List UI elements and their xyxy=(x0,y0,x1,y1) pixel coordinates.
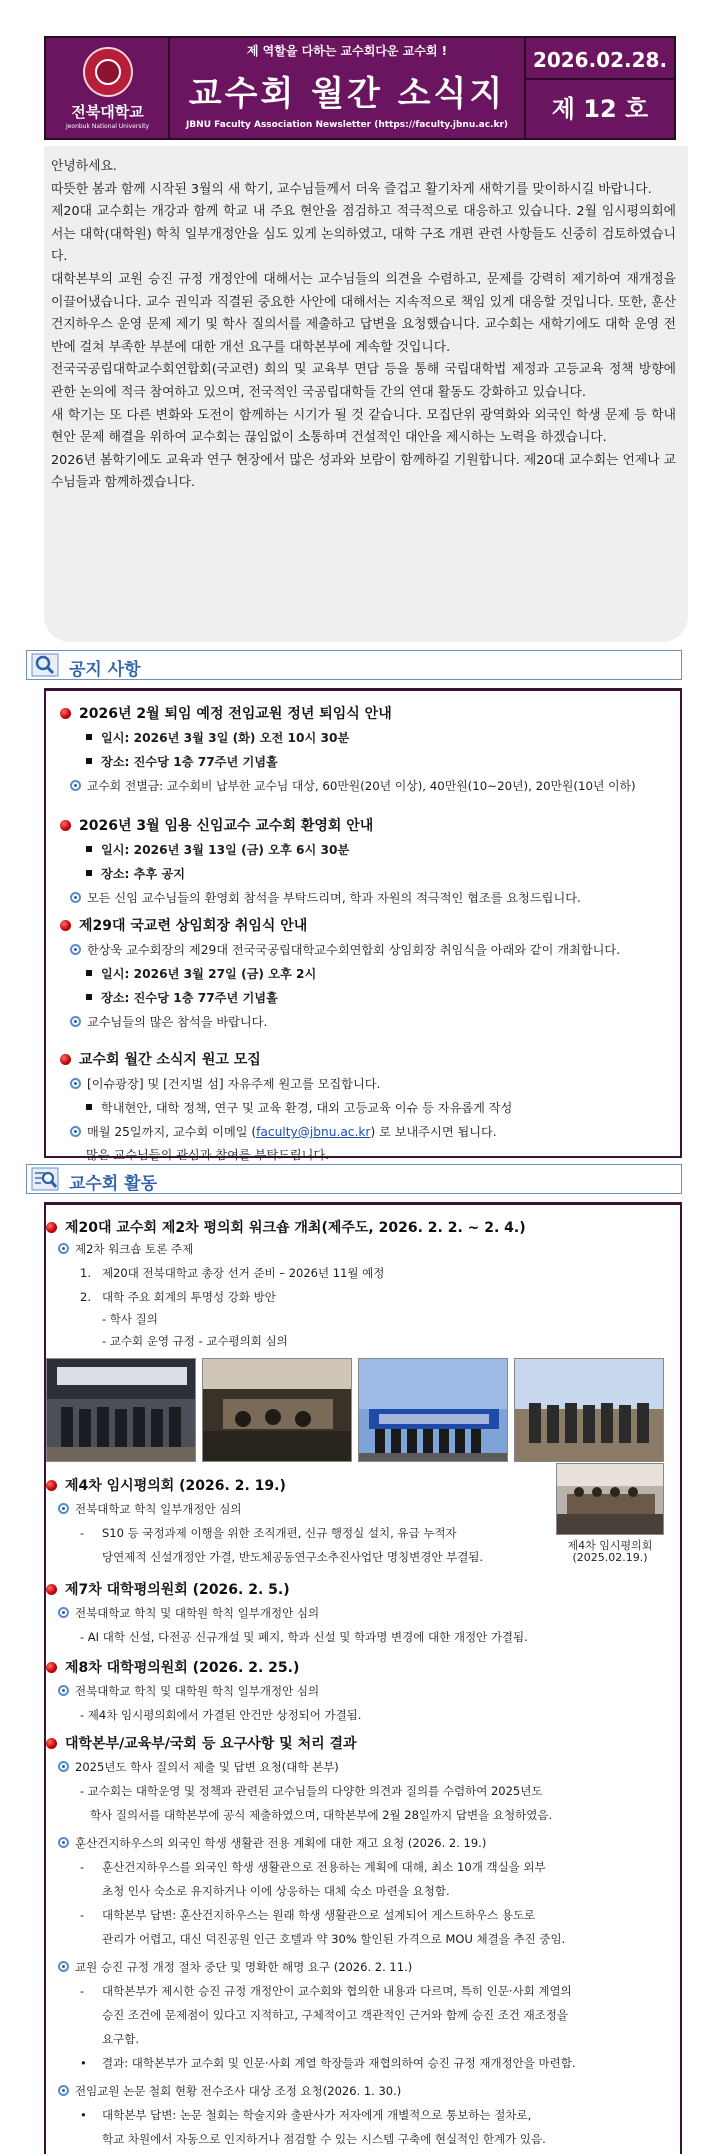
greeting-paragraph: 따뜻한 봄과 함께 시작된 3월의 새 학기, 교수님들께서 더욱 즐겁고 활기차게 새학기를 맞이하시길 바랍니다. xyxy=(51,181,652,197)
square-bullet-icon xyxy=(86,1104,92,1110)
blue-bullet-icon xyxy=(58,1243,69,1254)
workshop-photo xyxy=(202,1358,352,1462)
activity-subtitle: 전임교원 논문 철회 현황 전수조사 대상 조정 요청(2026. 1. 30.) xyxy=(58,2083,401,2099)
red-bullet-icon xyxy=(46,1738,57,1749)
notice-place: 장소: 추후 공지 xyxy=(86,865,185,882)
red-bullet-icon xyxy=(46,1584,57,1595)
blue-bullet-icon xyxy=(58,1837,69,1848)
activity-item: - AI 대학 신설, 다전공 신규개설 및 폐지, 학과 신설 및 학과명 변경에 대한 개정안 가결됨. xyxy=(80,1630,528,1644)
activities-box xyxy=(44,1202,682,2154)
activity-title: 제7차 대학평의원회 (2026. 2. 5.) xyxy=(46,1579,290,1599)
notice-title: 2026년 3월 임용 신임교수 교수회 환영회 안내 xyxy=(60,815,373,835)
activity-title: 대학본부/교육부/국회 등 요구사항 및 처리 결과 xyxy=(46,1733,357,1753)
blue-bullet-icon xyxy=(58,1685,69,1696)
workshop-photo xyxy=(514,1358,664,1462)
square-bullet-icon xyxy=(86,870,92,876)
red-bullet-icon xyxy=(46,1222,57,1233)
red-bullet-icon xyxy=(60,820,71,831)
workshop-photo xyxy=(358,1358,508,1462)
square-bullet-icon xyxy=(86,970,92,976)
red-bullet-icon xyxy=(46,1480,57,1491)
slogan: 제 역할을 다하는 교수회다운 교수회 ! xyxy=(246,44,448,58)
red-bullet-icon xyxy=(60,708,71,719)
notice-section-header xyxy=(26,650,682,680)
notice-place: 장소: 진수당 1층 77주년 기념홀 xyxy=(86,989,278,1006)
university-logo xyxy=(49,41,166,135)
activity-item: 초청 인사 숙소로 유지하거나 이에 상응하는 대체 숙소 마련을 요청함. xyxy=(102,1884,450,1898)
activity-subtitle: 훈산건지하우스의 외국인 학생 생활관 전용 계획에 대한 재고 요청 (2026. 2. 19.) xyxy=(58,1835,486,1851)
activities-section-title: 교수회 활동 xyxy=(69,1174,158,1194)
square-bullet-icon xyxy=(86,846,92,852)
activity-subtitle: 전북대학교 학칙 및 대학원 학칙 일부개정안 심의 xyxy=(58,1605,319,1621)
page-title: 교수회 월간 소식지 xyxy=(188,74,506,114)
activity-subtitle: 교원 승진 규정 개정 절차 중단 및 명확한 해명 요구 (2026. 2. 11.) xyxy=(58,1959,412,1975)
blue-bullet-icon xyxy=(58,1607,69,1618)
activity-item: 승진 조건에 문제점이 있다고 지적하고, 구체적이고 객관적인 근거와 함께 승진 조건 재조정을 xyxy=(102,2008,569,2022)
activity-item: 학사 질의서를 대학본부에 공식 제출하였으며, 대학본부에 2월 28일까지 답변을 요청하였음. xyxy=(90,1808,553,1822)
activity-item: - 훈산건지하우스를 외국인 학생 생활관으로 전용하는 계획에 대해, 최소 10개 객실을 외부 xyxy=(80,1860,546,1874)
notice-title: 제29대 국교련 상임회장 취임식 안내 xyxy=(60,915,307,935)
activity-title: 제8차 대학평의원회 (2026. 2. 25.) xyxy=(46,1657,299,1677)
activity-subtitle: 2025년도 학사 질의서 제출 및 답변 요청(대학 본부) xyxy=(58,1759,339,1775)
activity-item: 당연제적 신설개정안 가결, 반도체공동연구소추진사업단 명칭변경안 부결됨. xyxy=(102,1550,484,1564)
activity-subtitle: 전북대학교 학칙 일부개정안 심의 xyxy=(58,1501,242,1517)
square-bullet-icon xyxy=(86,758,92,764)
university-english-name: Jeonbuk National University xyxy=(65,123,150,130)
activity-item: - 학사 질의 xyxy=(102,1312,158,1326)
notice-box xyxy=(44,688,682,1162)
activity-title: 제4차 임시평의회 (2026. 2. 19.) xyxy=(46,1475,286,1495)
activities-section-header xyxy=(26,1164,682,1194)
notice-note: 교수님들의 많은 참석을 바랍니다. xyxy=(70,1013,267,1030)
greeting-paragraph: 새 학기는 또 다른 변화와 도전이 함께하는 시기가 될 것 같습니다. 모집단위 광역화와 외국인 학생 문제 등 학내 현안 문제 해결을 위하여 교수회는 끊임없이 소통하며 건설적인 대안을 제시하는 노력을 하겠습니다. xyxy=(51,407,676,446)
university-name: 전북대학교 xyxy=(71,103,144,121)
blue-bullet-icon xyxy=(70,1078,81,1089)
search-icon xyxy=(31,653,59,677)
activity-item: 학교 차원에서 자동으로 인지하거나 점검할 수 있는 시스템 구축에 현실적인 한계가 있음. xyxy=(102,2132,546,2146)
notice-section-title: 공지 사항 xyxy=(69,660,141,680)
notice-title: 2026년 2월 퇴임 예정 전임교원 정년 퇴임식 안내 xyxy=(60,703,392,723)
activity-item: 관리가 어렵고, 대신 덕진공원 인근 호텔과 약 30% 할인된 가격으로 MOU 체결을 추진 중임. xyxy=(102,1932,566,1946)
magnifier-document-icon xyxy=(31,1167,59,1191)
square-bullet-icon xyxy=(86,994,92,1000)
greeting-paragraph: 대학본부의 교원 승진 규정 개정안에 대해서는 교수님들의 의견을 수렴하고, 문제를 강력히 제기하여 재개정을 이끌어냈습니다. 교수 권익과 직결된 중요한 사안에 대해서는 지속적으로 책임 있게 대응할 것입니다. 또한, 훈산건지하우스 운영 문제 제기 및 학사 질의서를 제출하고 답변을 요청했습니다. 교수회는 새학기에도 대학 운영 전반에 걸쳐 부족한 부분에 대한 개선 요구를 대학본부에 계속할 것입니다. xyxy=(51,271,676,355)
photo-caption: 제4차 임시평의회 xyxy=(567,1539,653,1552)
university-seal-icon xyxy=(83,47,133,97)
activity-item: 1. 제20대 전북대학교 총장 선거 준비 – 2026년 11월 예정 xyxy=(80,1266,385,1280)
blue-bullet-icon xyxy=(70,944,81,955)
notice-note: 많은 교수님들의 관심과 참여를 부탁드립니다. xyxy=(86,1148,330,1162)
photo-caption: (2025.02.19.) xyxy=(572,1551,648,1564)
meeting-photo xyxy=(556,1463,664,1535)
notice-date: 일시: 2026년 3월 3일 (화) 오전 10시 30분 xyxy=(86,729,349,746)
activity-item: • 대학본부 답변: 논문 철회는 학술지와 출판사가 저자에게 개별적으로 통보하는 절차로, xyxy=(80,2108,532,2122)
notice-date: 일시: 2026년 3월 27일 (금) 오후 2시 xyxy=(86,965,316,982)
activity-item: - 대학본부 답변: 훈산건지하우스는 원래 학생 생활관으로 설계되어 게스트하우스 용도로 xyxy=(80,1908,536,1922)
activity-subtitle: 전북대학교 학칙 및 대학원 학칙 일부개정안 심의 xyxy=(58,1683,319,1699)
notice-note: 모든 신임 교수님들의 환영회 참석을 부탁드리며, 학과 자원의 적극적인 협조를 요청드립니다. xyxy=(70,889,581,906)
square-bullet-icon xyxy=(86,734,92,740)
greeting-paragraph: 전국국공립대학교수회연합회(국교련) 회의 및 교육부 면담 등을 통해 국립대학법 제정과 고등교육 정책 방향에 관한 논의에 적극 참여하고 있으며, 전국적인 국공립대학들 간의 연대 활동도 강화하고 있습니다. xyxy=(51,362,676,400)
blue-bullet-icon xyxy=(70,892,81,903)
activity-item: - S10 등 국정과제 이행을 위한 조직개편, 신규 행정실 설치, 유급 누적자 xyxy=(80,1526,457,1540)
newsletter-header xyxy=(44,36,676,140)
red-bullet-icon xyxy=(60,1054,71,1065)
issue-info xyxy=(526,38,674,138)
blue-bullet-icon xyxy=(70,1126,81,1137)
activity-item: - 대학본부가 제시한 승진 규정 개정안이 교수회와 협의한 내용과 다르며, 특히 인문·사회 계열의 xyxy=(80,1984,572,1998)
blue-bullet-icon xyxy=(58,1761,69,1772)
blue-bullet-icon xyxy=(58,1961,69,1972)
greeting-message xyxy=(44,146,688,642)
blue-bullet-icon xyxy=(70,1016,81,1027)
red-bullet-icon xyxy=(46,1662,57,1673)
page-subtitle: JBNU Faculty Association Newsletter (https://faculty.jbnu.ac.kr) xyxy=(185,120,509,130)
notice-title: 교수회 월간 소식지 원고 모집 xyxy=(60,1049,261,1069)
activity-subtitle: 제2차 워크숍 토론 주제 xyxy=(58,1241,193,1257)
notice-note: 교수회 전별금: 교수회비 납부한 교수님 대상, 60만원(20년 이상), 40만원(10~20년), 20만원(10년 이하) xyxy=(70,777,636,794)
issue-number: 제 12 호 xyxy=(551,95,649,123)
workshop-photo xyxy=(46,1358,196,1462)
blue-bullet-icon xyxy=(58,1503,69,1514)
blue-bullet-icon xyxy=(70,780,81,791)
activity-item: • 결과: 대학본부가 교수회 및 인문·사회 계열 학장들과 재협의하여 승진 규정 재개정안을 마련함. xyxy=(80,2056,576,2070)
email-link[interactable]: faculty@jbnu.ac.kr xyxy=(256,1125,371,1139)
activity-title: 제20대 교수회 제2차 평의회 워크숍 개최(제주도, 2026. 2. 2. ~ 2. 4.) xyxy=(46,1217,526,1237)
greeting-paragraph: 안녕하세요. xyxy=(51,159,117,174)
activity-item: 요구함. xyxy=(102,2032,139,2046)
greeting-paragraph: 제20대 교수회는 개강과 함께 학교 내 주요 현안을 점검하고 적극적으로 대응하고 있습니다. 2월 임시평의회에서는 대학(대학원) 학칙 일부개정안을 심도 있게 논의하였고, 대학 구조 개편 관련 사항들도 신중히 검토하였습니다. xyxy=(51,204,676,265)
notice-note: 한상욱 교수회장의 제29대 전국국공립대학교수회연합회 상임회장 취임식을 아래와 같이 개최합니다. xyxy=(70,941,620,958)
notice-date: 일시: 2026년 3월 13일 (금) 오후 6시 30분 xyxy=(86,841,349,858)
notice-note: [이슈광장] 및 [건지벌 섬] 자유주제 원고를 모집합니다. xyxy=(70,1075,380,1092)
activity-item: - 교수회 운영 규정 - 교수평의회 심의 xyxy=(102,1334,288,1348)
title-block xyxy=(168,38,526,138)
blue-bullet-icon xyxy=(58,2085,69,2096)
notice-place: 장소: 진수당 1층 77주년 기념홀 xyxy=(86,753,278,770)
greeting-paragraph: 2026년 봄학기에도 교육과 연구 현장에서 많은 성과와 보람이 함께하길 기원합니다. 제20대 교수회는 언제나 교수님들과 함께하겠습니다. xyxy=(51,452,676,491)
red-bullet-icon xyxy=(60,920,71,931)
activity-item: 2. 대학 주요 회계의 투명성 강화 방안 xyxy=(80,1290,276,1304)
activity-item: - 교수회는 대학운영 및 정책과 관련된 교수님들의 다양한 의견과 질의를 수렴하여 2025년도 xyxy=(80,1784,543,1798)
notice-note: 학내현안, 대학 정책, 연구 및 교육 환경, 대외 고등교육 이슈 등 자유롭게 작성 xyxy=(86,1099,512,1116)
notice-note: 매월 25일까지, 교수회 이메일 (faculty@jbnu.ac.kr) 로 보내주시면 됩니다. xyxy=(70,1123,497,1140)
issue-date: 2026.02.28. xyxy=(526,40,674,80)
activity-item: - 제4차 임시평의회에서 가결된 안건만 상정되어 가결됨. xyxy=(80,1708,362,1722)
